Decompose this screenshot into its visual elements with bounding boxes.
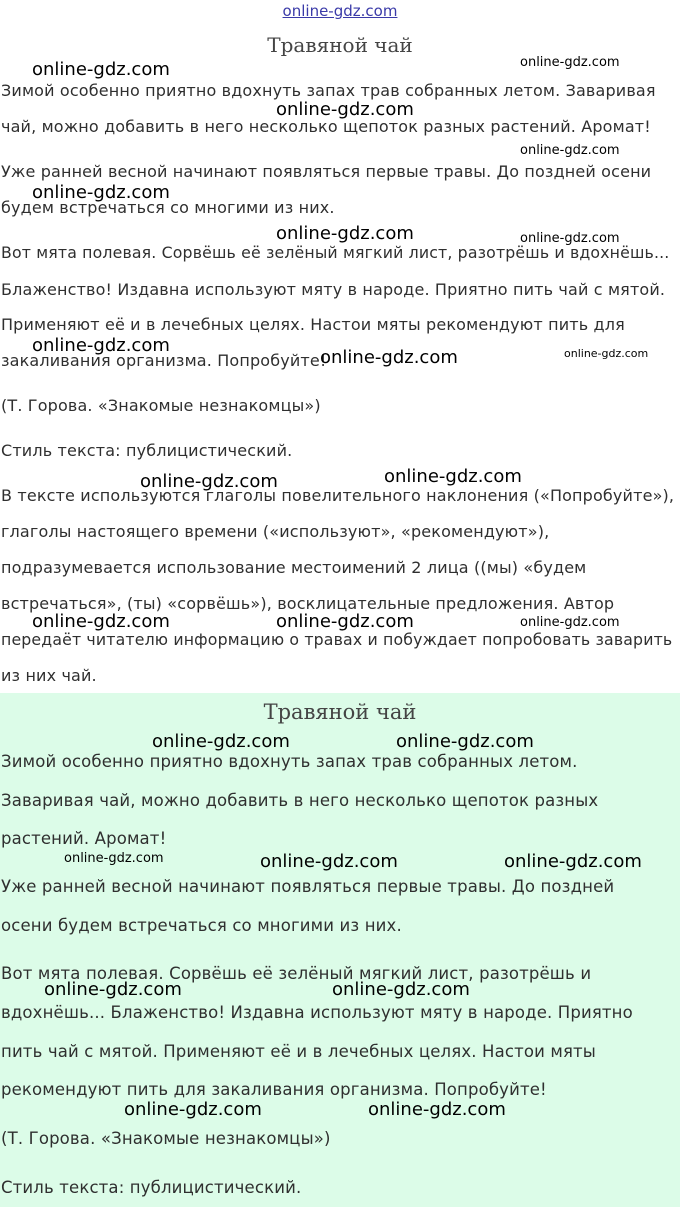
watermark: online-gdz.com [276, 611, 414, 632]
watermark: online-gdz.com [520, 143, 620, 158]
text-line: из них чай. [1, 666, 97, 685]
text-line: глаголы настоящего времени («используют», «рекомендуют»), [1, 522, 550, 541]
watermark: online-gdz.com [124, 1099, 262, 1120]
text-line: Зимой особенно приятно вдохнуть запах трав собранных летом. [1, 752, 578, 771]
watermark: online-gdz.com [32, 182, 170, 203]
watermark: online-gdz.com [64, 851, 164, 866]
text-line: Стиль текста: публицистический. [1, 1178, 302, 1197]
text-line: рекомендуют пить для закаливания организма. Попробуйте! [1, 1080, 547, 1099]
watermark: online-gdz.com [44, 979, 182, 1000]
text-line: Вот мята полевая. Сорвёшь её зелёный мягкий лист, разотрёшь и вдохнёшь... [1, 243, 670, 262]
text-line: Стиль текста: публицистический. [1, 441, 293, 460]
watermark: online-gdz.com [260, 851, 398, 872]
watermark: online-gdz.com [520, 231, 620, 246]
watermark: online-gdz.com [320, 347, 458, 368]
section-title: Травяной чай [267, 33, 413, 57]
text-line: пить чай с мятой. Применяют её и в лечебных целях. Настои мяты [1, 1042, 596, 1061]
text-line: закаливания организма. Попробуйте! [1, 351, 327, 370]
text-line: Уже ранней весной начинают появляться первые травы. До поздней осени [1, 162, 652, 181]
text-line: растений. Аромат! [1, 829, 167, 848]
watermark: online-gdz.com [276, 223, 414, 244]
watermark: online-gdz.com [396, 731, 534, 752]
text-line: Зимой особенно приятно вдохнуть запах трав собранных летом. Заваривая [1, 81, 656, 100]
watermark: online-gdz.com [32, 611, 170, 632]
watermark: online-gdz.com [564, 347, 649, 360]
text-line: Применяют её и в лечебных целях. Настои мяты рекомендуют пить для [1, 315, 625, 334]
watermark: online-gdz.com [32, 59, 170, 80]
watermark: online-gdz.com [332, 979, 470, 1000]
text-line: передаёт читателю информацию о травах и побуждает попробовать заварить [1, 630, 673, 649]
text-line: осени будем встречаться со многими из них. [1, 916, 402, 935]
watermark: online-gdz.com [368, 1099, 506, 1120]
text-line: чай, можно добавить в него несколько щепоток разных растений. Аромат! [1, 117, 651, 136]
text-line: Вот мята полевая. Сорвёшь её зелёный мягкий лист, разотрёшь и [1, 964, 592, 983]
watermark: online-gdz.com [504, 851, 642, 872]
site-link[interactable]: online-gdz.com [282, 2, 398, 20]
text-line: вдохнёшь... Блаженство! Издавна используют мяту в народе. Приятно [1, 1003, 633, 1022]
text-line: подразумевается использование местоимений 2 лица ((мы) «будем [1, 558, 587, 577]
text-line: Заваривая чай, можно добавить в него несколько щепоток разных [1, 791, 599, 810]
text-line: встречаться», (ты) «сорвёшь»), восклицательные предложения. Автор [1, 594, 615, 613]
watermark: online-gdz.com [384, 466, 522, 487]
watermark: online-gdz.com [152, 731, 290, 752]
text-line: Блаженство! Издавна используют мяту в народе. Приятно пить чай с мятой. [1, 280, 666, 299]
text-line: будем встречаться со многими из них. [1, 198, 335, 217]
citation: (Т. Горова. «Знакомые незнакомцы») [1, 396, 321, 415]
text-line: В тексте используются глаголы повелительного наклонения («Попробуйте»), [1, 486, 675, 505]
watermark: online-gdz.com [140, 471, 278, 492]
watermark: online-gdz.com [276, 99, 414, 120]
watermark: online-gdz.com [520, 55, 620, 70]
text-line: Уже ранней весной начинают появляться первые травы. До поздней [1, 877, 615, 896]
watermark: online-gdz.com [520, 615, 620, 630]
watermark: online-gdz.com [32, 335, 170, 356]
citation: (Т. Горова. «Знакомые незнакомцы») [1, 1129, 331, 1148]
section-title: Травяной чай [263, 700, 417, 724]
